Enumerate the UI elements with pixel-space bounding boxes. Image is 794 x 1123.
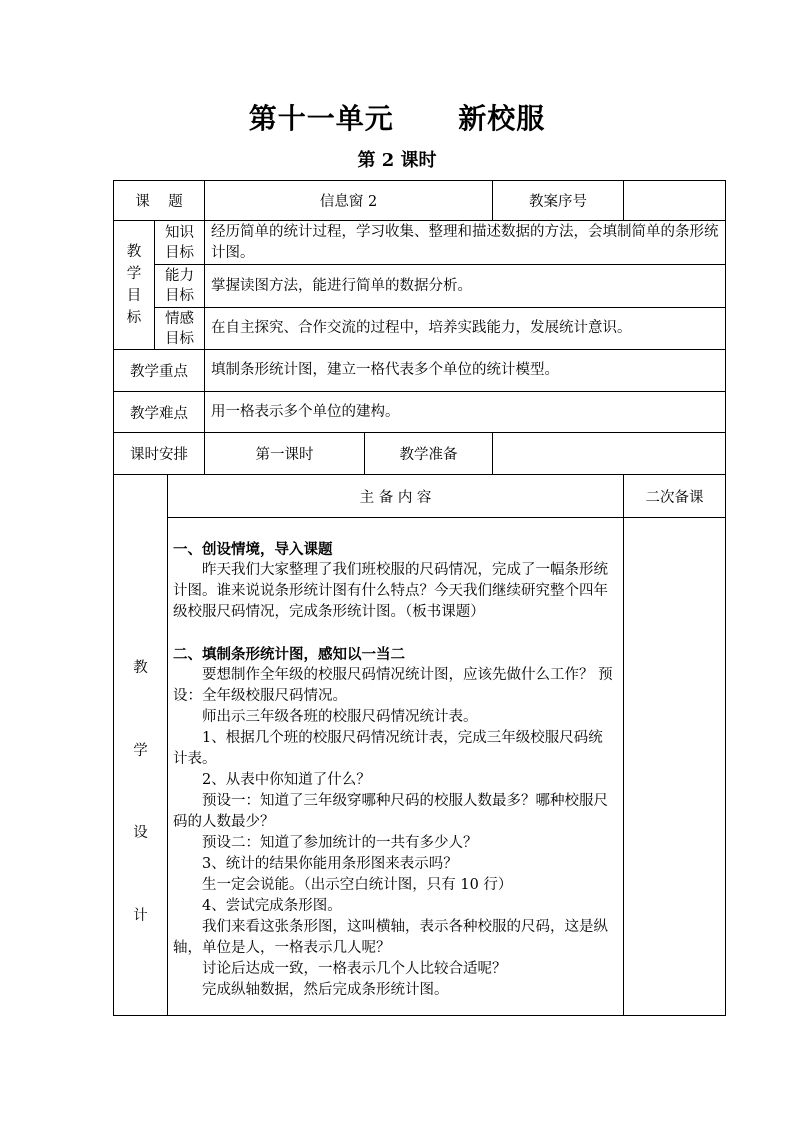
design-body-row	[114, 518, 726, 1016]
secondary-prep-cell	[624, 518, 726, 1016]
topic-label: 课 题	[114, 181, 205, 221]
ability-objective-text: 掌握读图方法，能进行简单的数据分析。	[205, 265, 726, 308]
content-paragraph: 3、统计的结果你能用条形图来表示吗？	[202, 856, 458, 873]
main-content-cell	[168, 518, 624, 1016]
topic-value: 信息窗 2	[205, 181, 493, 221]
knowledge-objective-label: 知识 目标	[155, 221, 205, 265]
objective-row-emotion	[114, 308, 726, 350]
content-paragraph: 4、尝试完成条形图。	[202, 898, 342, 915]
objective-row-knowledge	[114, 221, 726, 265]
secondary-prep-header: 二次备课	[624, 475, 726, 518]
difficulty-label: 教学难点	[114, 392, 205, 433]
paragraph-gap	[173, 623, 617, 644]
content-paragraph: 要想制作全年级的校服尺码情况统计图，应该先做什么工作？ 预设：全年级校服尺码情况。	[173, 667, 613, 705]
key-point-row	[114, 350, 726, 392]
ability-objective-label: 能力 目标	[155, 265, 205, 308]
difficulty-text: 用一格表示多个单位的建构。	[205, 392, 726, 433]
lesson-plan-table	[113, 180, 726, 1016]
content-paragraph: 完成纵轴数据，然后完成条形统计图。	[202, 982, 449, 999]
page-title: 第十一单元 新校服	[248, 102, 546, 135]
preparation-label: 教学准备	[365, 433, 493, 475]
key-point-text: 填制条形统计图，建立一格代表多个单位的统计模型。	[205, 350, 726, 392]
knowledge-objective-text: 经历简单的统计过程，学习收集、整理和描述数据的方法，会填制简单的条形统计图。	[205, 221, 726, 265]
lesson-number: 第 2 课时	[357, 150, 437, 171]
schedule-row	[114, 433, 726, 475]
content-paragraph: 预设二：知道了参加统计的一共有多少人？	[202, 835, 478, 852]
preparation-value	[493, 433, 726, 475]
design-header-row	[114, 475, 726, 518]
content-paragraph: 昨天我们大家整理了我们班校服的尺码情况，完成了一幅条形统计图。谁来说说条形统计图有什么特点？今天我们继续研究整个四年级校服尺码情况，完成条形统计图。（板书课题）	[173, 562, 608, 621]
section-heading: 一、创设情境，导入课题	[173, 541, 333, 559]
schedule-value: 第一课时	[205, 433, 365, 475]
section-heading: 二、填制条形统计图，感知以一当二	[173, 646, 405, 664]
key-point-label: 教学重点	[114, 350, 205, 392]
objectives-label: 教 学 目 标	[114, 221, 155, 350]
plan-number-label: 教案序号	[493, 181, 624, 221]
emotion-objective-text: 在自主探究、合作交流的过程中，培养实践能力，发展统计意识。	[205, 308, 726, 350]
difficulty-row	[114, 392, 726, 433]
content-paragraph: 师出示三年级各班的校服尺码情况统计表。	[202, 709, 478, 726]
content-paragraph: 1、根据几个班的校服尺码情况统计表，完成三年级校服尺码统计表。	[173, 730, 603, 768]
objective-row-ability	[114, 265, 726, 308]
emotion-objective-label: 情感 目标	[155, 308, 205, 350]
design-label: 教 学 设 计	[114, 475, 168, 1016]
main-content-header: 主 备 内 容	[168, 475, 624, 518]
content-paragraph: 2、从表中你知道了什么？	[202, 772, 371, 789]
topic-row	[114, 181, 726, 221]
content-paragraph: 预设一：知道了三年级穿哪种尺码的校服人数最多？哪种校服尺码的人数最少？	[173, 793, 608, 831]
content-paragraph: 生一定会说能。（出示空白统计图，只有 10 行）	[202, 877, 513, 894]
lesson-content	[168, 518, 623, 1001]
content-paragraph: 讨论后达成一致，一格表示几个人比较合适呢？	[202, 961, 507, 978]
schedule-label: 课时安排	[114, 433, 205, 475]
content-paragraph: 我们来看这张条形图，这叫横轴，表示各种校服的尺码，这是纵轴，单位是人，一格表示几人呢？	[173, 919, 608, 957]
plan-number-value	[624, 181, 726, 221]
